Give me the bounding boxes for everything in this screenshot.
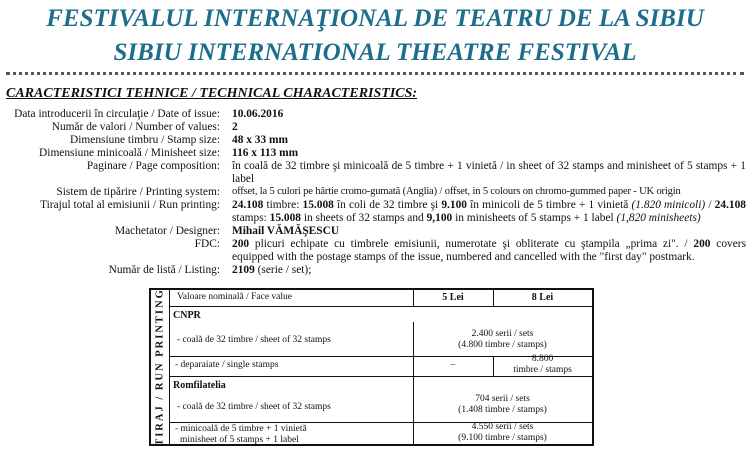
spec-designer — [4, 225, 746, 238]
title-romanian: FESTIVALUL INTERNAŢIONAL DE TEATRU DE LA SIBIU — [46, 5, 704, 32]
spec-run-printing — [4, 199, 746, 224]
run-text: timbre: — [263, 199, 303, 212]
cnpr-single-5lei: – — [450, 360, 456, 370]
cnpr-sheet-stamps: (4.800 timbre / stamps) — [458, 340, 547, 350]
romfil-sheet-stamps: (1.408 timbre / stamps) — [458, 405, 547, 415]
spec-fdc — [4, 238, 746, 263]
cnpr-heading: CNPR — [173, 310, 201, 321]
run-text: in minisheets of 5 stamps + 1 label — [452, 211, 617, 224]
side-label-text: TIRAJ / RUN PRINTING — [154, 288, 166, 446]
cnpr-single-8lei — [493, 354, 592, 376]
run-text: in sheets of 32 stamps and — [300, 211, 427, 224]
spec-label: Dimensiune minicoală / Minisheet size: — [39, 147, 220, 160]
section-heading: CARACTERISTICI TEHNICE / TECHNICAL CHARACTERISTICS: — [6, 86, 418, 101]
cnpr-sheet-label: - coală de 32 timbre / sheet of 32 stamps — [177, 335, 331, 345]
romfilatelia-heading: Romfilatelia — [173, 380, 226, 391]
spec-value: 48 x 33 mm — [232, 134, 288, 147]
run-mini-ro: 9.100 — [441, 199, 467, 212]
run-total-ro: 24.108 — [232, 199, 264, 212]
cnpr-single-count: 8.800 — [531, 354, 554, 364]
dotted-divider — [6, 72, 744, 75]
run-sheets-en: 15.008 — [269, 211, 301, 224]
spec-value: 10.06.2016 — [232, 108, 284, 120]
run-text: în coli de 32 timbre şi — [333, 199, 442, 212]
romfil-mini-sets: 4.550 serii / sets — [471, 422, 534, 432]
spec-label: Paginare / Page composition: — [86, 160, 220, 173]
spec-printing-system — [4, 186, 746, 199]
run-total-en: 24.108 — [714, 199, 746, 212]
romfil-mini-label-ro: - minicoală de 5 timbre + 1 vinietă — [175, 424, 307, 434]
spec-values — [4, 121, 746, 134]
cnpr-sheet-sets: 2.400 serii / sets — [471, 329, 534, 339]
romfil-mini-label-en: minisheet of 5 stamps + 1 label — [180, 435, 299, 445]
run-mini-count-ro: (1.820 minicoli) — [631, 199, 706, 212]
spec-listing — [4, 264, 746, 277]
header-face-value: Valoare nominală / Face value — [177, 292, 293, 302]
romfil-mini-stamps: (9.100 timbre / stamps) — [458, 433, 547, 443]
spec-label: Număr de listă / Listing: — [108, 263, 220, 276]
spec-label: Machetator / Designer: — [114, 224, 220, 237]
romfil-sheet-label: - coală de 32 timbre / sheet of 32 stamps — [177, 402, 331, 412]
spec-label: Număr de valori / Number of values: — [51, 121, 220, 134]
spec-label: Tirajul total al emisiunii / Run printing: — [40, 199, 220, 212]
header-8-lei: 8 Lei — [531, 292, 554, 303]
run-mini-count-en: (1,820 minisheets) — [616, 211, 701, 224]
cnpr-sheet-value — [413, 329, 592, 351]
spec-value: offset, la 5 culori pe hârtie cromo-gumată (Anglia) / offset, in 5 colours on chromo-gummed paper - UK origin — [232, 186, 681, 198]
run-mini-en: 9,100 — [426, 211, 453, 224]
romfil-sheet-sets: 704 serii / sets — [475, 394, 530, 404]
spec-date — [4, 108, 746, 121]
spec-label: Dimensiune timbru / Stamp size: — [70, 134, 220, 147]
cnpr-single-unit: timbre / stamps — [513, 365, 572, 375]
run-text: stamps: — [232, 211, 270, 224]
specs-list — [4, 108, 746, 277]
spec-label: Data introducerii în circulaţie / Date of issue: — [14, 108, 220, 120]
spec-value: 2 — [232, 121, 238, 134]
table-side-label — [151, 290, 170, 444]
spec-label: Sistem de tipărire / Printing system: — [56, 186, 220, 199]
spec-value — [224, 238, 746, 263]
spec-value: Mihail VĂMĂŞESCU — [232, 224, 340, 237]
fdc-text: plicuri echipate cu timbrele emisiunii, numerotate şi obliterate cu ştampila „prima zi". / — [249, 237, 694, 250]
fdc-text: covers equipped with the postage stamps of the issue, numbered and cancelled with the "first day" postmark. — [232, 237, 746, 263]
table-divider — [169, 306, 592, 307]
title-english: SIBIU INTERNATIONAL THEATRE FESTIVAL — [113, 39, 637, 66]
spec-value: 116 x 113 mm — [232, 147, 299, 160]
table-divider — [169, 376, 592, 377]
romfil-sheet-value — [413, 394, 592, 416]
run-text: / — [705, 199, 712, 212]
listing-text: (serie / set); — [254, 263, 312, 276]
spec-page-composition — [4, 160, 746, 185]
cnpr-single-label: - deparaiate / single stamps — [175, 360, 279, 370]
fdc-count-ro: 200 — [232, 237, 250, 250]
spec-minisheet-size — [4, 147, 746, 160]
fdc-count-en: 200 — [693, 237, 711, 250]
spec-label: FDC: — [194, 237, 220, 250]
spec-value — [224, 199, 746, 224]
spec-value — [224, 264, 746, 277]
run-printing-table — [149, 288, 594, 446]
run-sheets-ro: 15.008 — [302, 199, 334, 212]
header-5-lei: 5 Lei — [442, 292, 464, 303]
romfil-mini-label — [175, 424, 413, 446]
spec-value: în coală de 32 timbre şi minicoală de 5 timbre + 1 vinietă / in sheet of 32 stamps and minisheet of 5 stamps + 1 label — [232, 160, 746, 185]
romfil-mini-value — [413, 422, 592, 444]
listing-number: 2109 — [232, 263, 255, 276]
spec-stamp-size — [4, 134, 746, 147]
run-text: în minicoli de 5 timbre + 1 vinietă — [466, 199, 632, 212]
